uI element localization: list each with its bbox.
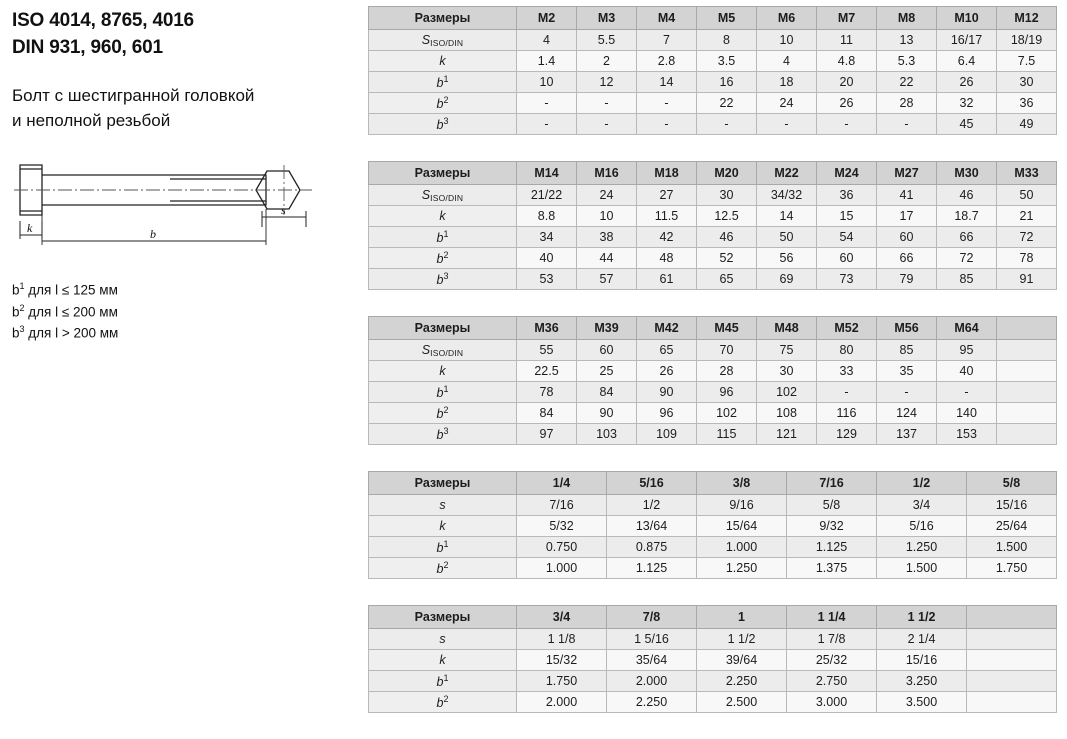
table-header-size: 1 1/2 [877,606,967,629]
table-cell: 30 [697,185,757,206]
table-cell: 115 [697,424,757,445]
table-cell: 102 [757,382,817,403]
table-cell: 35 [877,361,937,382]
table-cell: 2.750 [787,671,877,692]
table-header-size: M20 [697,162,757,185]
product-description-line1: Болт с шестигранной головкой [12,85,255,105]
table-cell: 1 1/2 [697,629,787,650]
table-cell: 72 [937,248,997,269]
table-cell: 38 [577,227,637,248]
table-cell: 6.4 [937,51,997,72]
table-header-size: M39 [577,317,637,340]
table-cell: 44 [577,248,637,269]
table-row [369,93,1057,114]
table-row [369,248,1057,269]
table-row [369,516,1057,537]
table-cell: 7/16 [517,495,607,516]
table-cell: 4 [517,30,577,51]
table-cell: 11.5 [637,206,697,227]
row-label-b3: $b^3$ [369,114,517,135]
table-row [369,361,1057,382]
dimension-tables [368,6,1056,739]
table-header-size: M52 [817,317,877,340]
table-row [369,51,1057,72]
table-cell: 0.875 [607,537,697,558]
table-cell: 18.7 [937,206,997,227]
table-cell: - [877,382,937,403]
drawing-label-b: b [150,227,156,242]
table-cell: 1.000 [517,558,607,579]
table-cell: 21 [997,206,1057,227]
table-row [369,495,1057,516]
table-header-dimensions: Размеры [369,606,517,629]
table-cell: 2.8 [637,51,697,72]
table-cell: 109 [637,424,697,445]
table-header-dimensions: Размеры [369,162,517,185]
table-cell: 1/2 [607,495,697,516]
table-cell [997,382,1057,403]
table-header-size: M12 [997,7,1057,30]
table-cell: 60 [817,248,877,269]
table-cell: 1.125 [607,558,697,579]
table-cell: 22 [697,93,757,114]
table-header-size: 3/8 [697,472,787,495]
table-cell: 2.250 [607,692,697,713]
table-cell: 102 [697,403,757,424]
table-cell: 96 [637,403,697,424]
row-label-k: k [369,650,517,671]
table-cell: - [637,93,697,114]
table-cell: 2.500 [697,692,787,713]
table-cell: 2.000 [517,692,607,713]
table-cell: 1.750 [967,558,1057,579]
table-cell: 1.375 [787,558,877,579]
table-cell: 96 [697,382,757,403]
table-header-size: 5/16 [607,472,697,495]
table-cell: 3.000 [787,692,877,713]
table-cell: 13 [877,30,937,51]
table-cell: 0.750 [517,537,607,558]
table-cell: 57 [577,269,637,290]
table-cell: 15/16 [967,495,1057,516]
table-cell: 5/16 [877,516,967,537]
table-cell: 66 [937,227,997,248]
table-cell: 26 [817,93,877,114]
table-cell: 50 [757,227,817,248]
table-cell: 15/32 [517,650,607,671]
table-cell: 1 7/8 [787,629,877,650]
table-cell: 66 [877,248,937,269]
table-cell: 153 [937,424,997,445]
table-cell: - [877,114,937,135]
table-header-size: 3/4 [517,606,607,629]
table-header-size: 7/16 [787,472,877,495]
standards-title [12,8,357,62]
standards-title-line2: DIN 931, 960, 601 [12,36,163,58]
table-cell: 1.250 [697,558,787,579]
table-cell [967,692,1057,713]
table-cell: 25/32 [787,650,877,671]
table-cell: 15/16 [877,650,967,671]
table-cell: 1.500 [967,537,1057,558]
table-cell: 10 [517,72,577,93]
dimension-table [368,6,1057,135]
table-cell: - [817,382,877,403]
row-label-k: k [369,206,517,227]
table-cell [967,629,1057,650]
table-cell: 4 [757,51,817,72]
table-cell: 17 [877,206,937,227]
table-cell: 90 [637,382,697,403]
table-header-empty [967,606,1057,629]
table-header-size: 1 1/4 [787,606,877,629]
table-row [369,558,1057,579]
row-label-k: k [369,361,517,382]
table-cell: 12.5 [697,206,757,227]
table-header-dimensions: Размеры [369,472,517,495]
table-cell: 60 [577,340,637,361]
table-row [369,537,1057,558]
table-header-size: M36 [517,317,577,340]
table-cell: - [637,114,697,135]
table-header-size: M16 [577,162,637,185]
table-cell: 14 [757,206,817,227]
table-header-size: 5/8 [967,472,1057,495]
table-header-empty [997,317,1057,340]
table-cell: 79 [877,269,937,290]
table-cell [967,671,1057,692]
row-label-b2: $b^2$ [369,93,517,114]
table-header-size: M22 [757,162,817,185]
table-cell: 46 [937,185,997,206]
row-label-b2: $b^2$ [369,248,517,269]
table-cell: 69 [757,269,817,290]
table-cell: 1.500 [877,558,967,579]
dimension-table [368,471,1057,579]
table-cell: 65 [637,340,697,361]
table-cell: 121 [757,424,817,445]
table-cell: 85 [877,340,937,361]
table-cell: 21/22 [517,185,577,206]
table-cell: - [757,114,817,135]
table-cell: 103 [577,424,637,445]
table-cell [997,340,1057,361]
table-cell: 36 [997,93,1057,114]
table-header-dimensions: Размеры [369,317,517,340]
table-cell: 140 [937,403,997,424]
table-cell: - [817,114,877,135]
row-label-b1: $b^1$ [369,382,517,403]
table-cell: 3.250 [877,671,967,692]
table-cell: 8.8 [517,206,577,227]
dimension-table [368,316,1057,445]
row-label-k: k [369,51,517,72]
row-label-b2: $b^2$ [369,558,517,579]
table-cell: - [517,93,577,114]
table-cell: 5/8 [787,495,877,516]
table-row [369,206,1057,227]
row-label-b2: $b^2$ [369,692,517,713]
table-cell: 14 [637,72,697,93]
table-header-size: M27 [877,162,937,185]
table-cell: 26 [637,361,697,382]
table-header-size: M4 [637,7,697,30]
table-cell: 4.8 [817,51,877,72]
table-cell: 108 [757,403,817,424]
table-cell [997,361,1057,382]
table-cell: 97 [517,424,577,445]
table-cell: 55 [517,340,577,361]
table-cell: 72 [997,227,1057,248]
table-cell: 33 [817,361,877,382]
table-cell: 78 [517,382,577,403]
table-row [369,72,1057,93]
table-cell: 7.5 [997,51,1057,72]
drawing-label-s: s [281,203,286,218]
footnote-b2: $b^2$ для l ≤ 200 мм [12,302,118,320]
table-cell: 1.000 [697,537,787,558]
table-cell: 54 [817,227,877,248]
table-cell: 50 [997,185,1057,206]
table-header-size: 1/4 [517,472,607,495]
table-cell: 42 [637,227,697,248]
table-cell: 3/4 [877,495,967,516]
table-cell: 80 [817,340,877,361]
row-label-b1: $b^1$ [369,72,517,93]
table-cell: 35/64 [607,650,697,671]
table-row [369,340,1057,361]
table-cell: 52 [697,248,757,269]
row-label-b3: $b^3$ [369,269,517,290]
row-label-s_plain: s [369,495,517,516]
table-cell: 18 [757,72,817,93]
table-cell: 48 [637,248,697,269]
table-row [369,424,1057,445]
table-cell: 24 [577,185,637,206]
table-row [369,114,1057,135]
table-cell: 30 [997,72,1057,93]
table-row [369,382,1057,403]
table-row [369,403,1057,424]
table-row [369,185,1057,206]
table-cell: - [517,114,577,135]
table-row [369,227,1057,248]
table-header-size: 1 [697,606,787,629]
table-cell: 90 [577,403,637,424]
table-cell: - [577,114,637,135]
table-header-size: M48 [757,317,817,340]
footnote-b1: $b^1$ для l ≤ 125 мм [12,281,118,298]
table-cell: 39/64 [697,650,787,671]
dimension-table [368,605,1057,713]
table-cell: 116 [817,403,877,424]
table-cell: 2 [577,51,637,72]
table-cell: 5/32 [517,516,607,537]
table-cell: 3.5 [697,51,757,72]
dimension-table [368,161,1057,290]
standards-title-line1: ISO 4014, 8765, 4016 [12,10,194,31]
table-cell: 28 [697,361,757,382]
table-cell: 18/19 [997,30,1057,51]
row-label-b1: $b^1$ [369,671,517,692]
table-cell: 32 [937,93,997,114]
table-cell: - [937,382,997,403]
table-cell: 28 [877,93,937,114]
table-cell: 22 [877,72,937,93]
table-cell: 95 [937,340,997,361]
row-label-b1: $b^1$ [369,537,517,558]
row-label-b2: $b^2$ [369,403,517,424]
product-description [12,84,357,133]
table-header-size: M2 [517,7,577,30]
table-cell: 78 [997,248,1057,269]
table-row [369,269,1057,290]
table-cell: 56 [757,248,817,269]
table-cell: 25 [577,361,637,382]
table-header-size: M5 [697,7,757,30]
table-header-size: M7 [817,7,877,30]
table-cell: 8 [697,30,757,51]
table-cell: 7 [637,30,697,51]
table-row [369,671,1057,692]
table-cell: 129 [817,424,877,445]
table-cell: 1.125 [787,537,877,558]
table-header-size: 1/2 [877,472,967,495]
table-cell: 25/64 [967,516,1057,537]
table-cell: - [577,93,637,114]
table-row [369,30,1057,51]
row-label-s_iso_din: SISO/DIN [369,185,517,206]
table-cell: 45 [937,114,997,135]
table-cell: 27 [637,185,697,206]
table-cell: 65 [697,269,757,290]
table-header-size: M24 [817,162,877,185]
table-cell: 40 [937,361,997,382]
table-cell: - [697,114,757,135]
footnotes [12,280,357,344]
table-header-size: M56 [877,317,937,340]
table-cell: 10 [577,206,637,227]
table-header-size: M18 [637,162,697,185]
table-header-size: M64 [937,317,997,340]
table-cell: 15/64 [697,516,787,537]
table-cell: 34/32 [757,185,817,206]
row-label-b1: $b^1$ [369,227,517,248]
row-label-k: k [369,516,517,537]
bolt-technical-drawing [12,153,312,258]
table-header-size: M45 [697,317,757,340]
table-cell: 91 [997,269,1057,290]
table-cell [997,424,1057,445]
table-row [369,692,1057,713]
row-label-s_iso_din: SISO/DIN [369,30,517,51]
table-cell: 1.4 [517,51,577,72]
table-cell: 1 5/16 [607,629,697,650]
table-cell: 73 [817,269,877,290]
table-cell: 16/17 [937,30,997,51]
row-label-s_plain: s [369,629,517,650]
table-cell: 1.750 [517,671,607,692]
table-cell: 137 [877,424,937,445]
table-cell: 1.250 [877,537,967,558]
table-header-dimensions: Размеры [369,7,517,30]
table-cell: 124 [877,403,937,424]
table-cell: 24 [757,93,817,114]
table-cell [997,403,1057,424]
table-cell: 84 [577,382,637,403]
table-cell: 9/32 [787,516,877,537]
left-column [12,8,357,344]
table-cell: 13/64 [607,516,697,537]
table-cell: 2.000 [607,671,697,692]
table-cell: 40 [517,248,577,269]
table-header-size: M33 [997,162,1057,185]
table-header-size: M10 [937,7,997,30]
table-cell: 5.5 [577,30,637,51]
table-header-size: M8 [877,7,937,30]
drawing-label-k: k [27,221,33,236]
table-cell: 11 [817,30,877,51]
table-cell: 34 [517,227,577,248]
table-cell: 36 [817,185,877,206]
table-cell: 2.250 [697,671,787,692]
table-cell: 16 [697,72,757,93]
table-cell: 5.3 [877,51,937,72]
table-cell: 85 [937,269,997,290]
table-cell: 49 [997,114,1057,135]
table-cell: 9/16 [697,495,787,516]
table-cell: 15 [817,206,877,227]
table-cell: 20 [817,72,877,93]
table-cell: 26 [937,72,997,93]
table-cell: 53 [517,269,577,290]
row-label-b3: $b^3$ [369,424,517,445]
table-cell: 60 [877,227,937,248]
table-cell: 10 [757,30,817,51]
table-cell: 41 [877,185,937,206]
table-cell: 12 [577,72,637,93]
table-cell: 30 [757,361,817,382]
table-cell: 70 [697,340,757,361]
table-cell: 3.500 [877,692,967,713]
product-description-line2: и неполной резьбой [12,110,171,130]
table-header-size: M6 [757,7,817,30]
table-cell [967,650,1057,671]
table-header-size: M3 [577,7,637,30]
table-header-size: M42 [637,317,697,340]
table-cell: 84 [517,403,577,424]
row-label-s_iso_din: SISO/DIN [369,340,517,361]
table-cell: 2 1/4 [877,629,967,650]
table-row [369,629,1057,650]
footnote-b3: $b^3$ для l > 200 мм [12,324,119,341]
table-cell: 75 [757,340,817,361]
table-cell: 1 1/8 [517,629,607,650]
table-header-size: M14 [517,162,577,185]
table-cell: 46 [697,227,757,248]
table-header-size: 7/8 [607,606,697,629]
table-row [369,650,1057,671]
table-header-size: M30 [937,162,997,185]
table-cell: 22.5 [517,361,577,382]
table-cell: 61 [637,269,697,290]
